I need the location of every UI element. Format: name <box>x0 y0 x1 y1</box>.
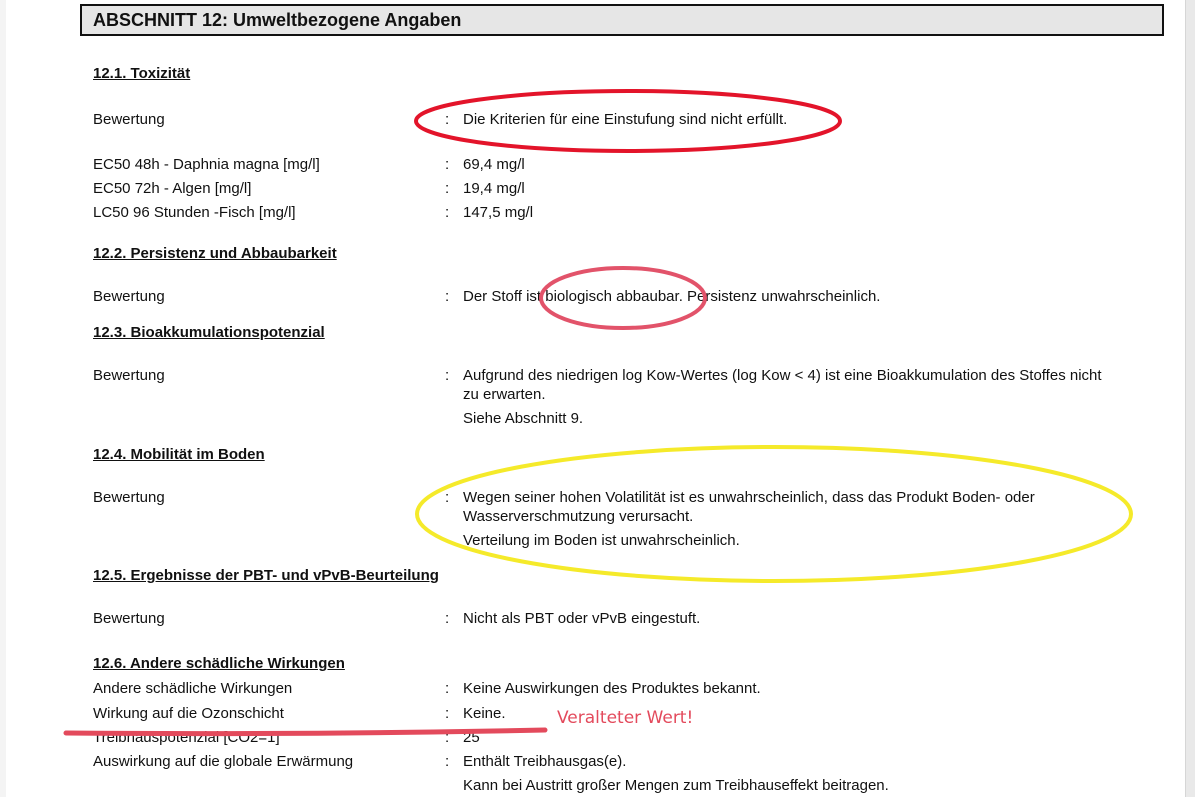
colon: : <box>445 680 450 697</box>
section-title: ABSCHNITT 12: Umweltbezogene Angaben <box>80 4 1164 36</box>
value-ec50-algae: 19,4 mg/l <box>463 180 525 197</box>
value-other-effects: Keine Auswirkungen des Produktes bekannt. <box>463 680 761 697</box>
label-ozone-effect: Wirkung auf die Ozonschicht <box>93 705 284 722</box>
label-ec50-algae: EC50 72h - Algen [mg/l] <box>93 180 252 197</box>
colon: : <box>445 610 450 627</box>
value-soil-mobility-line3: Verteilung im Boden ist unwahrscheinlich. <box>463 532 740 549</box>
heading-persistence: 12.2. Persistenz und Abbaubarkeit <box>93 245 337 262</box>
heading-bioaccumulation: 12.3. Bioakkumulationspotenzial <box>93 324 325 341</box>
value-global-warming: Enthält Treibhausgas(e). <box>463 753 627 770</box>
heading-pbt-vpvb: 12.5. Ergebnisse der PBT- und vPvB-Beurteilung <box>93 567 439 584</box>
colon: : <box>445 180 450 197</box>
colon: : <box>445 156 450 173</box>
label-ec50-daphnia: EC50 48h - Daphnia magna [mg/l] <box>93 156 320 173</box>
colon: : <box>445 705 450 722</box>
value-lc50-fish: 147,5 mg/l <box>463 204 534 221</box>
outdated-value-note: Veralteter Wert! <box>557 708 694 728</box>
colon: : <box>445 204 450 221</box>
label-bioaccumulation-assessment: Bewertung <box>93 367 165 384</box>
colon: : <box>445 753 450 770</box>
label-gwp: Treibhauspotenzial [CO2=1] <box>93 729 280 746</box>
heading-toxicity: 12.1. Toxizität <box>93 65 191 82</box>
heading-other-effects: 12.6. Andere schädliche Wirkungen <box>93 655 345 672</box>
colon: : <box>445 729 450 746</box>
colon: : <box>445 489 450 506</box>
value-bioaccumulation-line1: Aufgrund des niedrigen log Kow-Wertes (log Kow < 4) ist eine Bioakkumulation des Stoffes nicht <box>463 367 1102 384</box>
value-global-warming-extra: Kann bei Austritt großer Mengen zum Treibhauseffekt beitragen. <box>463 777 889 794</box>
page-scroll-edge <box>1185 0 1195 797</box>
value-soil-mobility-line2: Wasserverschmutzung verursacht. <box>463 508 694 525</box>
colon: : <box>445 111 450 128</box>
colon: : <box>445 367 450 384</box>
label-toxicity-assessment: Bewertung <box>93 111 165 128</box>
value-ec50-daphnia: 69,4 mg/l <box>463 156 525 173</box>
value-toxicity-assessment: Die Kriterien für eine Einstufung sind nicht erfüllt. <box>463 111 788 128</box>
value-soil-mobility-line1: Wegen seiner hohen Volatilität ist es unwahrscheinlich, dass das Produkt Boden- oder <box>463 489 1035 506</box>
value-ozone-effect: Keine. <box>463 705 506 722</box>
value-gwp: 25 <box>463 729 480 746</box>
label-global-warming: Auswirkung auf die globale Erwärmung <box>93 753 354 770</box>
label-pbt-assessment: Bewertung <box>93 610 165 627</box>
heading-soil-mobility: 12.4. Mobilität im Boden <box>93 446 265 463</box>
label-soil-mobility-assessment: Bewertung <box>93 489 165 506</box>
colon: : <box>445 288 450 305</box>
value-persistence-assessment: Der Stoff ist biologisch abbaubar. Persistenz unwahrscheinlich. <box>463 288 881 305</box>
label-persistence-assessment: Bewertung <box>93 288 165 305</box>
value-pbt-assessment: Nicht als PBT oder vPvB eingestuft. <box>463 610 701 627</box>
label-other-effects: Andere schädliche Wirkungen <box>93 680 293 697</box>
value-bioaccumulation-line3: Siehe Abschnitt 9. <box>463 410 584 427</box>
label-lc50-fish: LC50 96 Stunden -Fisch [mg/l] <box>93 204 296 221</box>
value-bioaccumulation-line2: zu erwarten. <box>463 386 546 403</box>
